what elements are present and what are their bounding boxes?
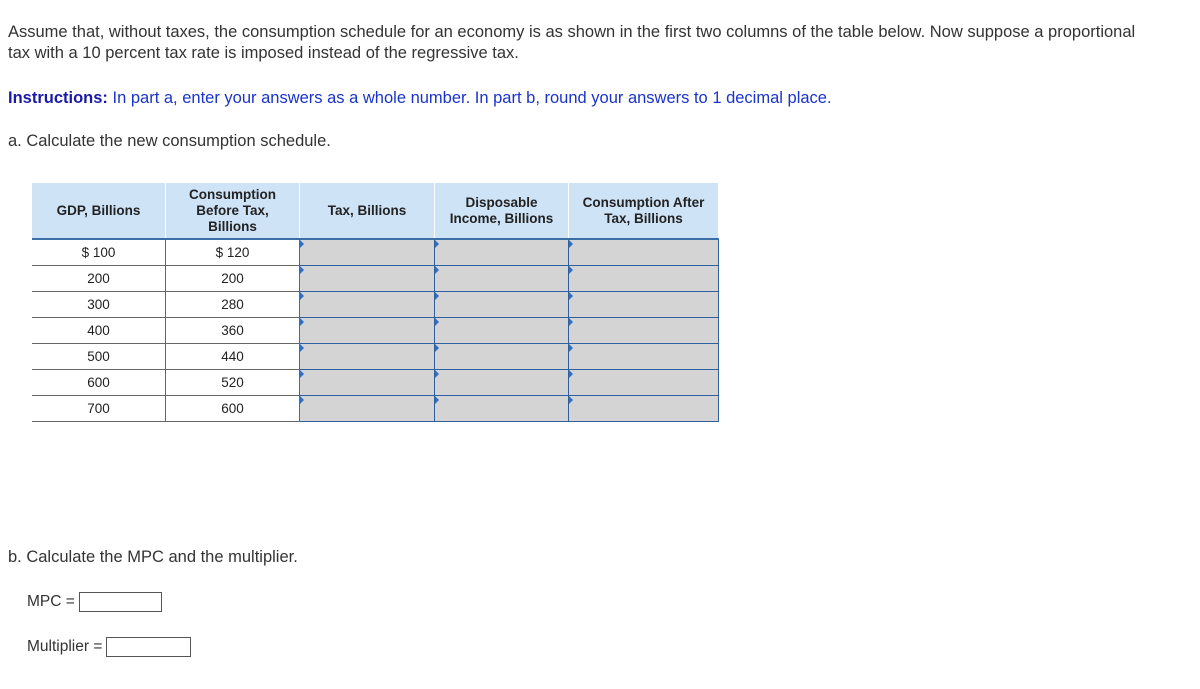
instructions <box>8 88 832 109</box>
disposable-income-input[interactable] <box>435 241 568 264</box>
header-consumption-after-tax: Consumption After Tax, Billions <box>569 183 719 239</box>
part-b-prompt: b. Calculate the MPC and the multiplier. <box>8 548 298 566</box>
header-disposable-income: Disposable Income, Billions <box>435 183 569 239</box>
tax-input-cell <box>300 370 435 396</box>
instructions-lead: Instructions: <box>8 89 108 107</box>
consumption-after-input-cell <box>569 292 719 318</box>
consumption-before-cell: 200 <box>166 266 300 292</box>
tax-input[interactable] <box>300 319 434 342</box>
multiplier-answer-row <box>27 637 191 657</box>
tax-input-cell <box>300 239 435 266</box>
disposable-income-input[interactable] <box>435 371 568 394</box>
tax-input[interactable] <box>300 371 434 394</box>
consumption-after-input-cell <box>569 344 719 370</box>
disposable-income-input[interactable] <box>435 267 568 290</box>
consumption-after-tax-input[interactable] <box>569 241 718 264</box>
gdp-cell: 300 <box>32 292 166 318</box>
gdp-cell: $ 100 <box>32 239 166 266</box>
gdp-cell: 700 <box>32 396 166 422</box>
consumption-before-cell: 360 <box>166 318 300 344</box>
consumption-after-tax-input[interactable] <box>569 267 718 290</box>
disposable-income-input[interactable] <box>435 345 568 368</box>
consumption-before-cell: 440 <box>166 344 300 370</box>
tax-input[interactable] <box>300 267 434 290</box>
table-row <box>32 344 718 370</box>
consumption-schedule-table <box>32 183 719 422</box>
table-row <box>32 266 718 292</box>
consumption-after-tax-input[interactable] <box>569 345 718 368</box>
table-row <box>32 239 718 266</box>
consumption-after-tax-input[interactable] <box>569 293 718 316</box>
disposable-income-input[interactable] <box>435 397 568 420</box>
multiplier-label: Multiplier = <box>27 638 103 655</box>
consumption-before-cell: $ 120 <box>166 239 300 266</box>
gdp-cell: 400 <box>32 318 166 344</box>
tax-input-cell <box>300 292 435 318</box>
disposable-income-input[interactable] <box>435 319 568 342</box>
disposable-income-input[interactable] <box>435 293 568 316</box>
header-tax: Tax, Billions <box>300 183 435 239</box>
mpc-answer-row <box>27 592 162 612</box>
disposable-input-cell <box>435 292 569 318</box>
multiplier-input[interactable] <box>106 637 191 657</box>
disposable-input-cell <box>435 396 569 422</box>
question-intro: Assume that, without taxes, the consumption schedule for an economy is as shown in the first two columns of the table below. Now suppose a proportional tax with a 10 percent tax rate is imposed instead of the regressive tax. <box>8 23 1136 62</box>
disposable-input-cell <box>435 318 569 344</box>
table-row <box>32 370 718 396</box>
tax-input-cell <box>300 266 435 292</box>
consumption-after-input-cell <box>569 239 719 266</box>
table-row <box>32 292 718 318</box>
consumption-after-input-cell <box>569 396 719 422</box>
gdp-cell: 500 <box>32 344 166 370</box>
consumption-after-input-cell <box>569 370 719 396</box>
tax-input-cell <box>300 396 435 422</box>
disposable-input-cell <box>435 344 569 370</box>
header-consumption-before-tax: Consumption Before Tax, Billions <box>166 183 300 239</box>
consumption-before-cell: 520 <box>166 370 300 396</box>
header-gdp: GDP, Billions <box>32 183 166 239</box>
disposable-input-cell <box>435 370 569 396</box>
disposable-input-cell <box>435 266 569 292</box>
tax-input[interactable] <box>300 397 434 420</box>
tax-input[interactable] <box>300 293 434 316</box>
consumption-after-tax-input[interactable] <box>569 397 718 420</box>
mpc-input[interactable] <box>79 592 162 612</box>
mpc-label: MPC = <box>27 593 75 610</box>
consumption-before-cell: 600 <box>166 396 300 422</box>
consumption-after-tax-input[interactable] <box>569 319 718 342</box>
tax-input-cell <box>300 344 435 370</box>
consumption-after-input-cell <box>569 318 719 344</box>
part-a-prompt: a. Calculate the new consumption schedule. <box>8 132 331 150</box>
consumption-after-input-cell <box>569 266 719 292</box>
table-row <box>32 396 718 422</box>
gdp-cell: 200 <box>32 266 166 292</box>
disposable-input-cell <box>435 239 569 266</box>
tax-input[interactable] <box>300 241 434 264</box>
tax-input-cell <box>300 318 435 344</box>
gdp-cell: 600 <box>32 370 166 396</box>
table-header-row <box>32 183 718 239</box>
instructions-text: In part a, enter your answers as a whole number. In part b, round your answers to 1 decimal place. <box>107 89 832 107</box>
consumption-before-cell: 280 <box>166 292 300 318</box>
table-row <box>32 318 718 344</box>
consumption-after-tax-input[interactable] <box>569 371 718 394</box>
tax-input[interactable] <box>300 345 434 368</box>
